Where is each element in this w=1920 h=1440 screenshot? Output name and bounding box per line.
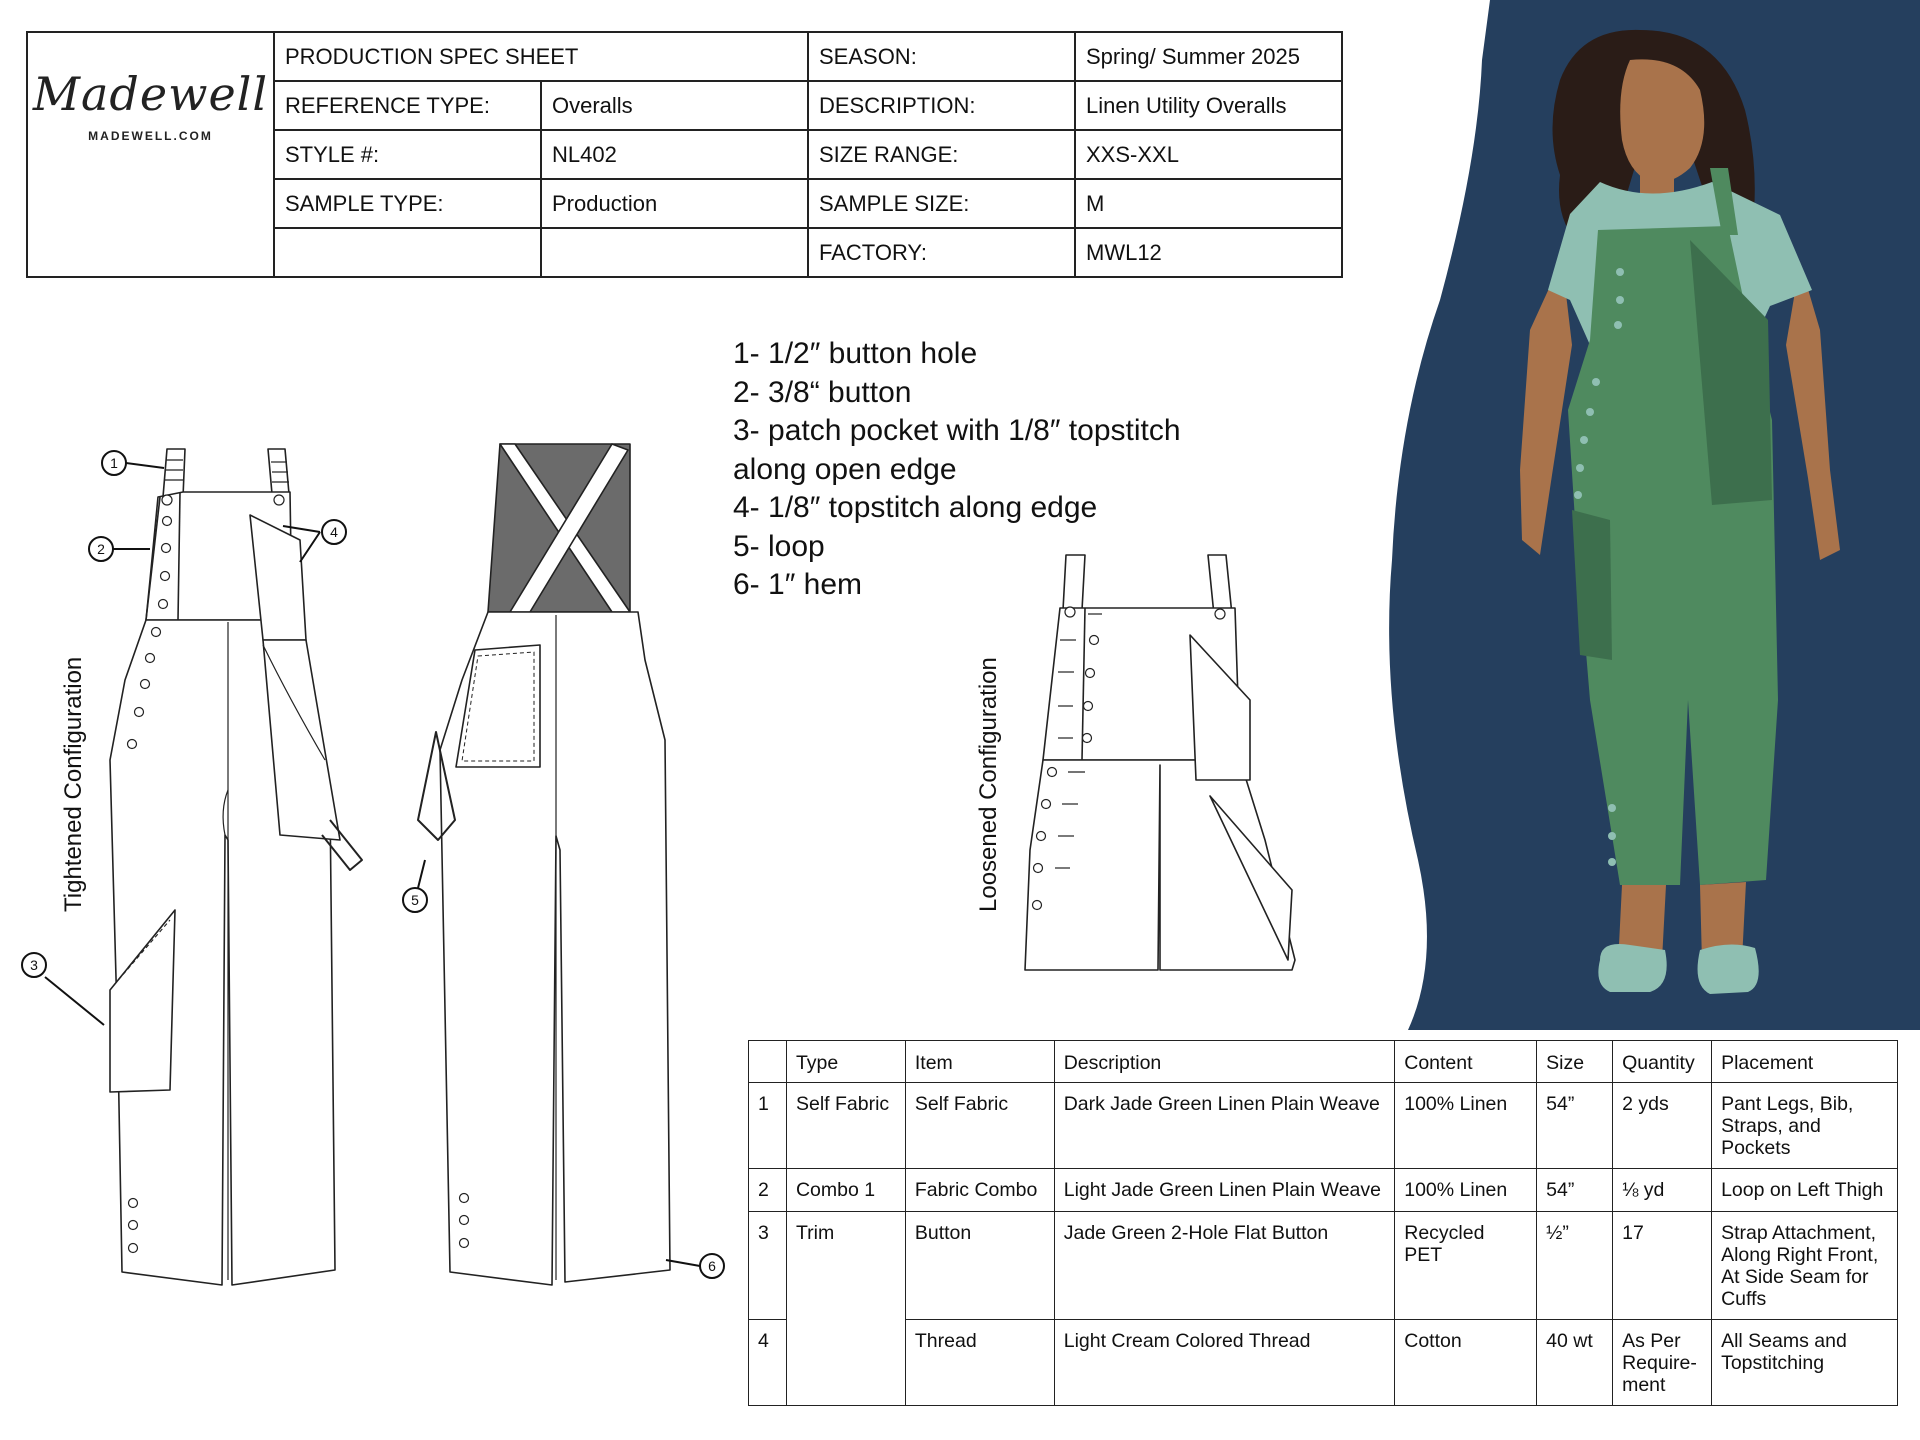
bom-placement: All Seams and Topstitching: [1712, 1320, 1898, 1406]
table-row: [749, 1320, 1898, 1406]
table-row: [749, 1212, 1898, 1320]
season-label: SEASON:: [808, 32, 1075, 81]
bom-header-row: [749, 1041, 1898, 1083]
bom-item: Fabric Combo: [905, 1169, 1054, 1212]
note-line: 3- patch pocket with 1/8″ topstitch: [733, 414, 1181, 447]
description-value: Linen Utility Overalls: [1075, 81, 1342, 130]
bom-quantity: 2 yds: [1613, 1083, 1712, 1169]
style-value: NL402: [541, 130, 808, 179]
bom-header-description: Description: [1054, 1041, 1395, 1083]
factory-label: FACTORY:: [808, 228, 1075, 277]
bom-description: Dark Jade Green Linen Plain Weave: [1054, 1083, 1395, 1169]
bom-header-placement: Placement: [1712, 1041, 1898, 1083]
note-line: 6- 1″ hem: [733, 568, 863, 601]
sample-type-label: SAMPLE TYPE:: [274, 179, 541, 228]
sample-type-value: Production: [541, 179, 808, 228]
bill-of-materials-table: [748, 1040, 1898, 1406]
sheet-title: PRODUCTION SPEC SHEET: [274, 32, 808, 81]
bom-num: 4: [749, 1320, 787, 1406]
bom-content: 100% Linen: [1395, 1083, 1537, 1169]
bom-content: Recycled PET: [1395, 1212, 1537, 1320]
reference-type-value: Overalls: [541, 81, 808, 130]
bom-size: 54”: [1537, 1083, 1613, 1169]
bom-header-content: Content: [1395, 1041, 1537, 1083]
note-line: 5- loop: [733, 529, 825, 563]
bom-size: ½”: [1537, 1212, 1613, 1320]
bom-quantity: As Per Require-ment: [1613, 1320, 1712, 1406]
bom-header-quantity: Quantity: [1613, 1041, 1712, 1083]
bom-type: Trim: [786, 1212, 905, 1406]
bom-quantity: ⅛ yd: [1613, 1169, 1712, 1212]
factory-value: MWL12: [1075, 228, 1342, 277]
note-line: 1- 1/2″ button hole: [733, 337, 978, 370]
brand-url: MADEWELL.COM: [88, 129, 213, 143]
loosened-configuration-label: Loosened Configuration: [975, 657, 1002, 912]
bom-description: Light Cream Colored Thread: [1054, 1320, 1395, 1406]
note-line: along open edge: [733, 452, 957, 486]
bom-content: Cotton: [1395, 1320, 1537, 1406]
bom-item: Thread: [905, 1320, 1054, 1406]
brand-logo: Madewell: [32, 67, 269, 121]
svg-text:5: 5: [411, 892, 419, 908]
sample-size-label: SAMPLE SIZE:: [808, 179, 1075, 228]
bom-item: Button: [905, 1212, 1054, 1320]
size-range-value: XXS-XXL: [1075, 130, 1342, 179]
bom-description: Light Jade Green Linen Plain Weave: [1054, 1169, 1395, 1212]
svg-text:4: 4: [330, 524, 338, 540]
bom-num: 2: [749, 1169, 787, 1212]
sample-size-value: M: [1075, 179, 1342, 228]
bom-header-size: Size: [1537, 1041, 1613, 1083]
bom-header-item: Item: [905, 1041, 1054, 1083]
bom-num: 1: [749, 1083, 787, 1169]
season-value: Spring/ Summer 2025: [1075, 32, 1342, 81]
bom-content: 100% Linen: [1395, 1169, 1537, 1212]
size-range-label: SIZE RANGE:: [808, 130, 1075, 179]
tightened-configuration-label: Tightened Configuration: [60, 656, 87, 912]
table-row: [749, 1083, 1898, 1169]
bom-size: 40 wt: [1537, 1320, 1613, 1406]
bom-header-num: [749, 1041, 787, 1083]
bom-type: Self Fabric: [786, 1083, 905, 1169]
reference-type-label: REFERENCE TYPE:: [274, 81, 541, 130]
note-line: 2- 3/8“ button: [733, 375, 912, 409]
svg-text:1: 1: [110, 455, 118, 471]
bom-placement: Loop on Left Thigh: [1712, 1169, 1898, 1212]
bom-item: Self Fabric: [905, 1083, 1054, 1169]
bom-num: 3: [749, 1212, 787, 1320]
bom-quantity: 17: [1613, 1212, 1712, 1320]
note-line: 4- 1/8″ topstitch along edge: [733, 491, 1098, 524]
svg-text:3: 3: [30, 957, 38, 973]
description-label: DESCRIPTION:: [808, 81, 1075, 130]
bom-type: Combo 1: [786, 1169, 905, 1212]
bom-size: 54”: [1537, 1169, 1613, 1212]
bom-placement: Pant Legs, Bib, Straps, and Pockets: [1712, 1083, 1898, 1169]
bom-placement: Strap Attachment, Along Right Front, At Side Seam for Cuffs: [1712, 1212, 1898, 1320]
table-row: [749, 1169, 1898, 1212]
svg-text:6: 6: [708, 1258, 716, 1274]
svg-text:2: 2: [97, 541, 105, 557]
bom-header-type: Type: [786, 1041, 905, 1083]
style-label: STYLE #:: [274, 130, 541, 179]
bom-description: Jade Green 2-Hole Flat Button: [1054, 1212, 1395, 1320]
